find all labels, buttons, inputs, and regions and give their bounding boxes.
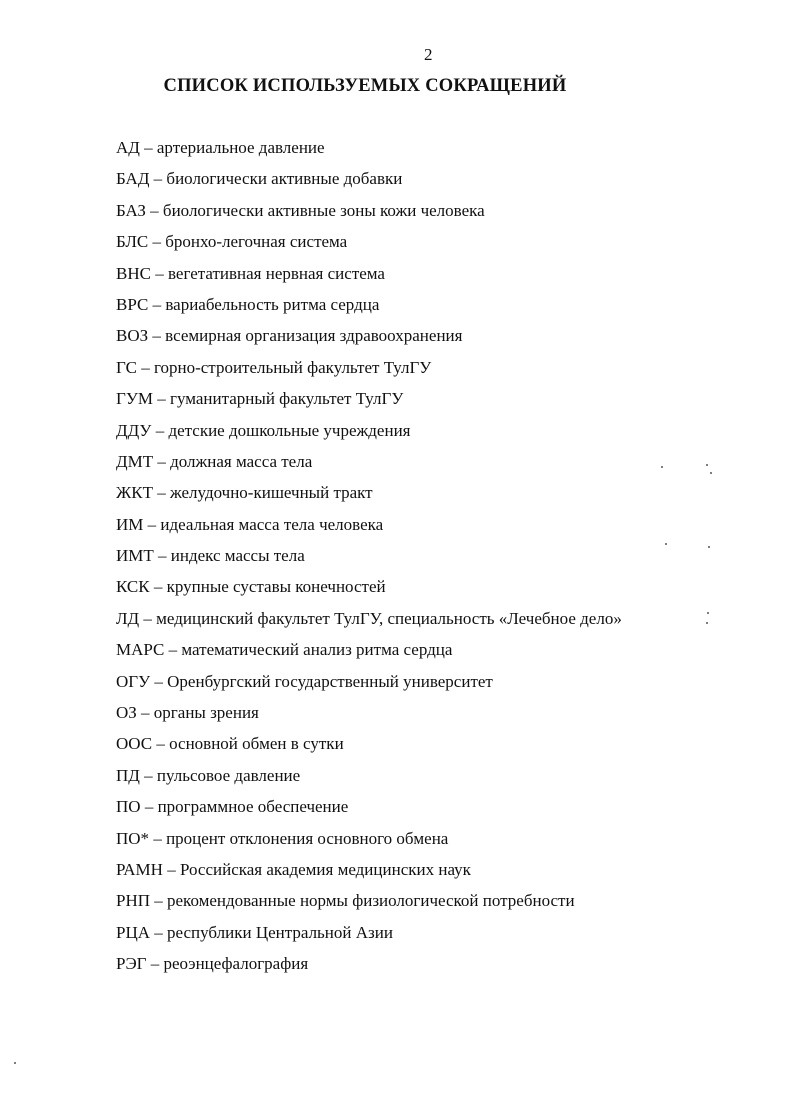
abbreviation-term: ОЗ [116,703,137,723]
abbreviation-term: РАМН [116,859,163,879]
abbreviation-term: МАРС [116,640,165,660]
abbreviation-separator: – [150,891,168,911]
abbreviation-term: КСК [116,577,150,597]
abbreviation-separator: – [143,514,161,534]
abbreviation-term: БАЗ [116,200,146,220]
abbreviation-definition: математический анализ ритма сердца [181,640,453,660]
abbreviation-term: АД [116,138,140,157]
abbreviation-term: ПО* [116,828,150,848]
abbreviation-definition: артериальное давление [156,138,325,157]
abbreviation-definition: всемирная организация здравоохранения [165,326,463,346]
abbreviation-item [116,639,622,670]
abbreviation-definition: горно-строительный факультет ТулГУ [153,357,432,377]
abbreviation-term: ГУМ [116,389,153,409]
abbreviation-term: ОГУ [116,671,151,691]
scan-speck [710,472,712,474]
abbreviation-item [116,859,622,890]
abbreviation-separator: – [148,326,166,346]
abbreviation-item [116,357,622,388]
abbreviation-item [116,828,622,859]
abbreviation-term: РНП [116,891,151,911]
page-title: СПИСОК ИСПОЛЬЗУЕМЫХ СОКРАЩЕНИЙ [163,76,567,96]
scan-speck [707,612,709,614]
abbreviation-definition: индекс массы тела [170,546,305,566]
abbreviation-item [116,671,622,702]
abbreviation-separator: – [139,765,157,785]
abbreviation-separator: – [149,828,167,848]
abbreviation-item [116,796,622,827]
scan-speck [706,464,708,466]
abbreviation-separator: – [150,922,168,942]
abbreviation-definition: основной обмен в сутки [169,734,344,754]
abbreviation-item [116,137,622,168]
abbreviation-term: ВРС [116,294,149,314]
abbreviation-separator: – [148,294,166,314]
abbreviation-term: ВНС [116,263,151,283]
abbreviation-item [116,733,622,764]
abbreviation-item [116,420,622,451]
abbreviation-separator: – [152,389,170,409]
abbreviation-term: ПД [116,765,140,785]
abbreviation-definition: должная масса тела [170,451,313,471]
abbreviation-separator: – [139,138,157,157]
abbreviation-separator: – [150,671,168,691]
abbreviation-definition: детские дошкольные учреждения [168,420,411,440]
abbreviation-term: БЛС [116,232,149,252]
abbreviation-item [116,325,622,356]
abbreviation-separator: – [136,357,154,377]
abbreviation-definition: медицинский факультет ТулГУ, специальность «Лечебное дело» [156,608,622,628]
abbreviation-separator: – [140,797,158,817]
abbreviation-term: ДДУ [116,420,152,440]
abbreviation-item [116,294,622,325]
abbreviation-definition: гуманитарный факультет ТулГУ [169,389,404,409]
abbreviation-definition: республики Центральной Азии [167,922,393,942]
abbreviation-definition: реоэнцефалография [163,954,309,974]
abbreviation-term: БАД [116,169,150,189]
abbreviation-item [116,451,622,482]
abbreviation-term: РЦА [116,922,151,942]
abbreviation-separator: – [162,859,180,879]
abbreviation-term: ЛД [116,608,140,628]
abbreviation-definition: программное обеспечение [157,797,349,817]
scan-speck [665,543,667,545]
abbreviation-term: РЭГ [116,954,147,974]
abbreviation-definition: вариабельность ритма сердца [165,294,380,314]
abbreviation-separator: – [146,954,164,974]
abbreviation-item [116,482,622,513]
abbreviation-definition: идеальная масса тела человека [160,514,384,534]
abbreviation-item [116,765,622,796]
abbreviation-term: ООС [116,734,153,754]
abbreviation-separator: – [153,546,171,566]
abbreviation-item [116,922,622,953]
abbreviation-term: ПО [116,797,141,817]
page-number: 2 [424,45,433,64]
scan-speck [14,1062,16,1064]
scan-speck [661,466,663,468]
abbreviation-separator: – [152,483,170,503]
abbreviation-separator: – [149,169,167,189]
abbreviation-separator: – [151,420,169,440]
abbreviation-definition: Российская академия медицинских наук [179,859,471,879]
abbreviation-definition: биологически активные зоны кожи человека [162,200,485,220]
abbreviation-term: ВОЗ [116,326,149,346]
abbreviation-item [116,168,622,199]
abbreviation-separator: – [153,451,171,471]
abbreviation-item [116,231,622,262]
abbreviation-item [116,576,622,607]
abbreviation-definition: бронхо-легочная система [165,232,348,252]
abbreviation-definition: рекомендованные нормы физиологической потребности [167,891,575,911]
abbreviation-item [116,200,622,231]
scan-speck [706,622,708,624]
abbreviation-separator: – [148,232,166,252]
abbreviation-term: ИМ [116,514,144,534]
abbreviation-definition: вегетативная нервная система [167,263,385,283]
abbreviation-term: ГС [116,357,137,377]
abbreviation-item [116,545,622,576]
abbreviation-separator: – [139,608,157,628]
abbreviation-definition: биологически активные добавки [166,169,403,189]
abbreviation-item [116,514,622,545]
abbreviation-separator: – [149,577,167,597]
abbreviation-definition: крупные суставы конечностей [166,577,386,597]
abbreviation-item [116,953,622,984]
abbreviation-separator: – [152,734,170,754]
abbreviation-definition: желудочно-кишечный тракт [169,483,373,503]
abbreviation-item [116,388,622,419]
abbreviation-item [116,263,622,294]
abbreviation-definition: пульсовое давление [156,765,301,785]
abbreviation-separator: – [164,640,182,660]
abbreviation-item [116,702,622,733]
abbreviation-separator: – [145,200,163,220]
abbreviation-item [116,890,622,921]
abbreviation-definition: Оренбургский государственный университет [167,671,493,691]
abbreviation-term: ДМТ [116,451,154,471]
abbreviation-separator: – [150,263,168,283]
scan-speck [708,546,710,548]
abbreviation-definition: процент отклонения основного обмена [166,828,449,848]
abbreviation-item [116,608,622,639]
abbreviation-definition: органы зрения [153,703,259,723]
abbreviation-separator: – [136,703,154,723]
abbreviation-list [116,137,622,985]
abbreviation-term: ИМТ [116,546,154,566]
abbreviation-term: ЖКТ [116,483,153,503]
